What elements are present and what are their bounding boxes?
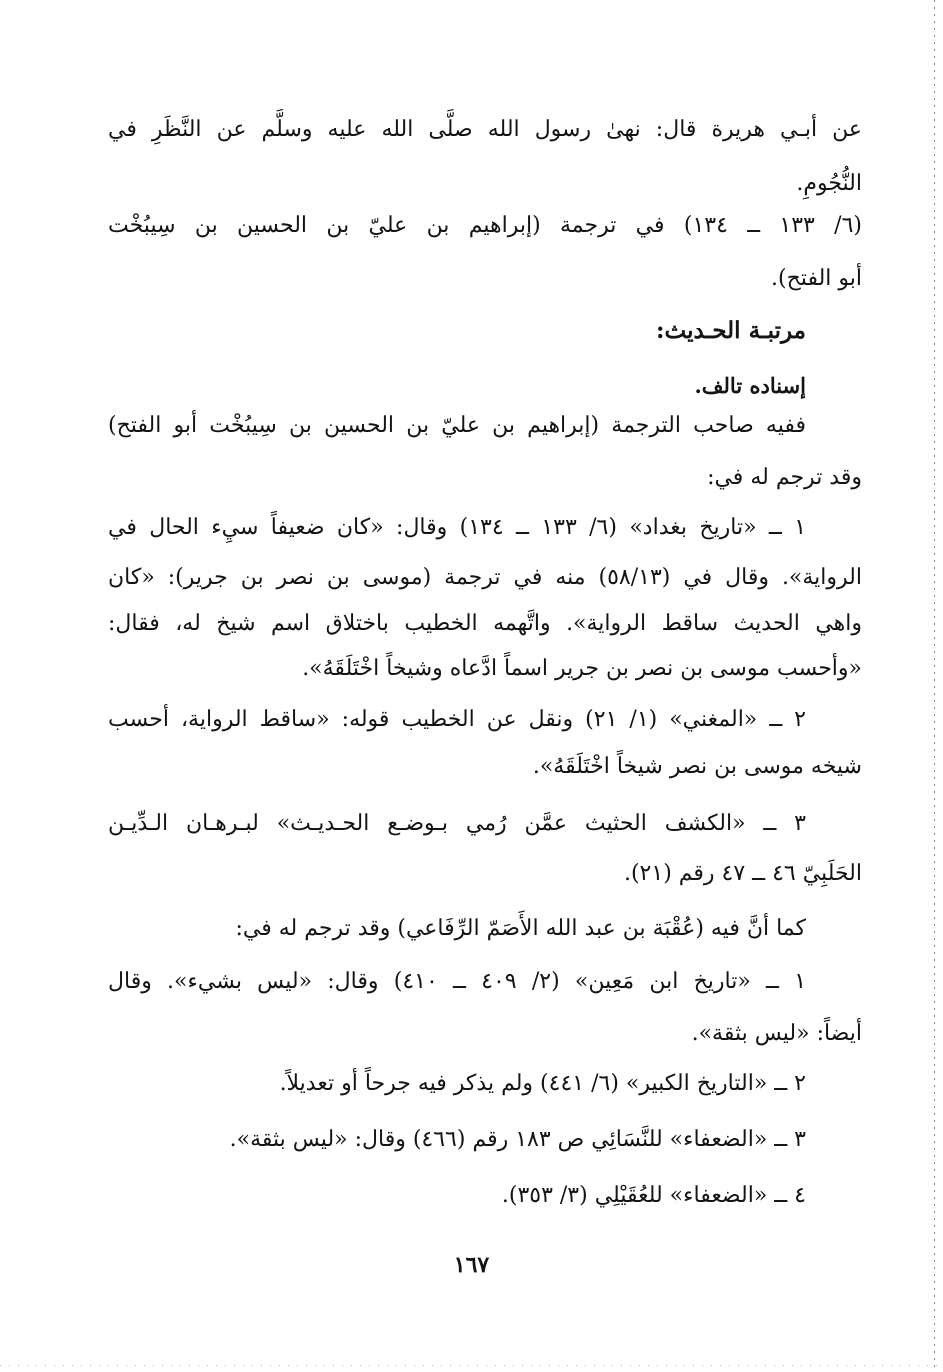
text-line: ٤ ــ «الضعفاء» للعُقَيْلِي (٣/ ٣٥٣). xyxy=(501,1183,806,1208)
text-line: ٢ ــ «المغني» (١/ ٢١) ونقل عن الخطيب قوله: «ساقط الرواية، أحسب xyxy=(108,707,806,732)
page-number: ١٦٧ xyxy=(453,1252,490,1278)
text-line: أيضاً: «ليس بثقة». xyxy=(691,1021,862,1046)
subheading: إسناده تالف. xyxy=(694,373,806,398)
text-line: ٢ ــ «التاريخ الكبير» (٦/ ٤٤١) ولم يذكر فيه جرحاً أو تعديلاً. xyxy=(279,1071,806,1096)
scan-edge-line xyxy=(934,0,935,1372)
text-line: الحَلَبِيّ ٤٦ ــ ٤٧ رقم (٢١). xyxy=(623,861,862,886)
text-line: «وأحسب موسى بن نصر بن جرير اسماً ادَّعاه وشيخاً اخْتَلَقَهُ». xyxy=(302,656,862,681)
text-line: ففيه صاحب الترجمة (إبراهيم بن عليّ بن الحسين بن سِيبُخْت أبو الفتح) xyxy=(108,413,806,438)
text-line: النُّجُومِ. xyxy=(796,171,862,196)
scan-bottom-line xyxy=(0,1365,943,1366)
text-line: ٣ ــ «الكشف الحثيث عمَّن رُمي بـوضـع الحـديـث» لبـرهـان الـدِّيـن xyxy=(108,811,806,836)
text-line: الرواية». وقال في (٥٨/١٣) منه في ترجمة (موسى بن نصر بن جرير): «كان xyxy=(108,565,863,590)
text-line: ١ ــ «تاريخ بغداد» (٦/ ١٣٣ ــ ١٣٤) وقال: «كان ضعيفاً سيِء الحال في xyxy=(108,515,807,540)
text-line: شيخه موسى بن نصر شيخاً اخْتَلَقَهُ». xyxy=(532,754,862,779)
text-line: أبو الفتح). xyxy=(771,266,862,291)
text-line: ٣ ــ «الضعفاء» للنَّسَائِي ص ١٨٣ رقم (٤٦٦) وقال: «ليس بثقة». xyxy=(229,1127,806,1152)
text-line: ١ ــ «تاريخ ابن مَعِين» (٢/ ٤٠٩ ــ ٤١٠) وقال: «ليس بشيء». وقال xyxy=(108,969,807,994)
text-line: عن أبـي هريرة قال: نهىٰ رسول الله صلَّى الله عليه وسلَّم عن النَّظَرِ في xyxy=(108,117,862,142)
text-line: وقد ترجم له في: xyxy=(707,465,862,490)
text-line: واهي الحديث ساقط الرواية». واتَّهمه الخطيب باختلاق اسم شيخ له، فقال: xyxy=(108,611,862,636)
text-line: (٦/ ١٣٣ ــ ١٣٤) في ترجمة (إبراهيم بن عليّ بن الحسين بن سِيبُخْت xyxy=(108,213,863,238)
section-heading: مرتبـة الحـديث: xyxy=(656,317,806,344)
text-line: كما أنَّ فيه (عُقْبَة بن عبد الله الأَصَمّ الرِّفَاعي) وقد ترجم له في: xyxy=(235,916,806,941)
